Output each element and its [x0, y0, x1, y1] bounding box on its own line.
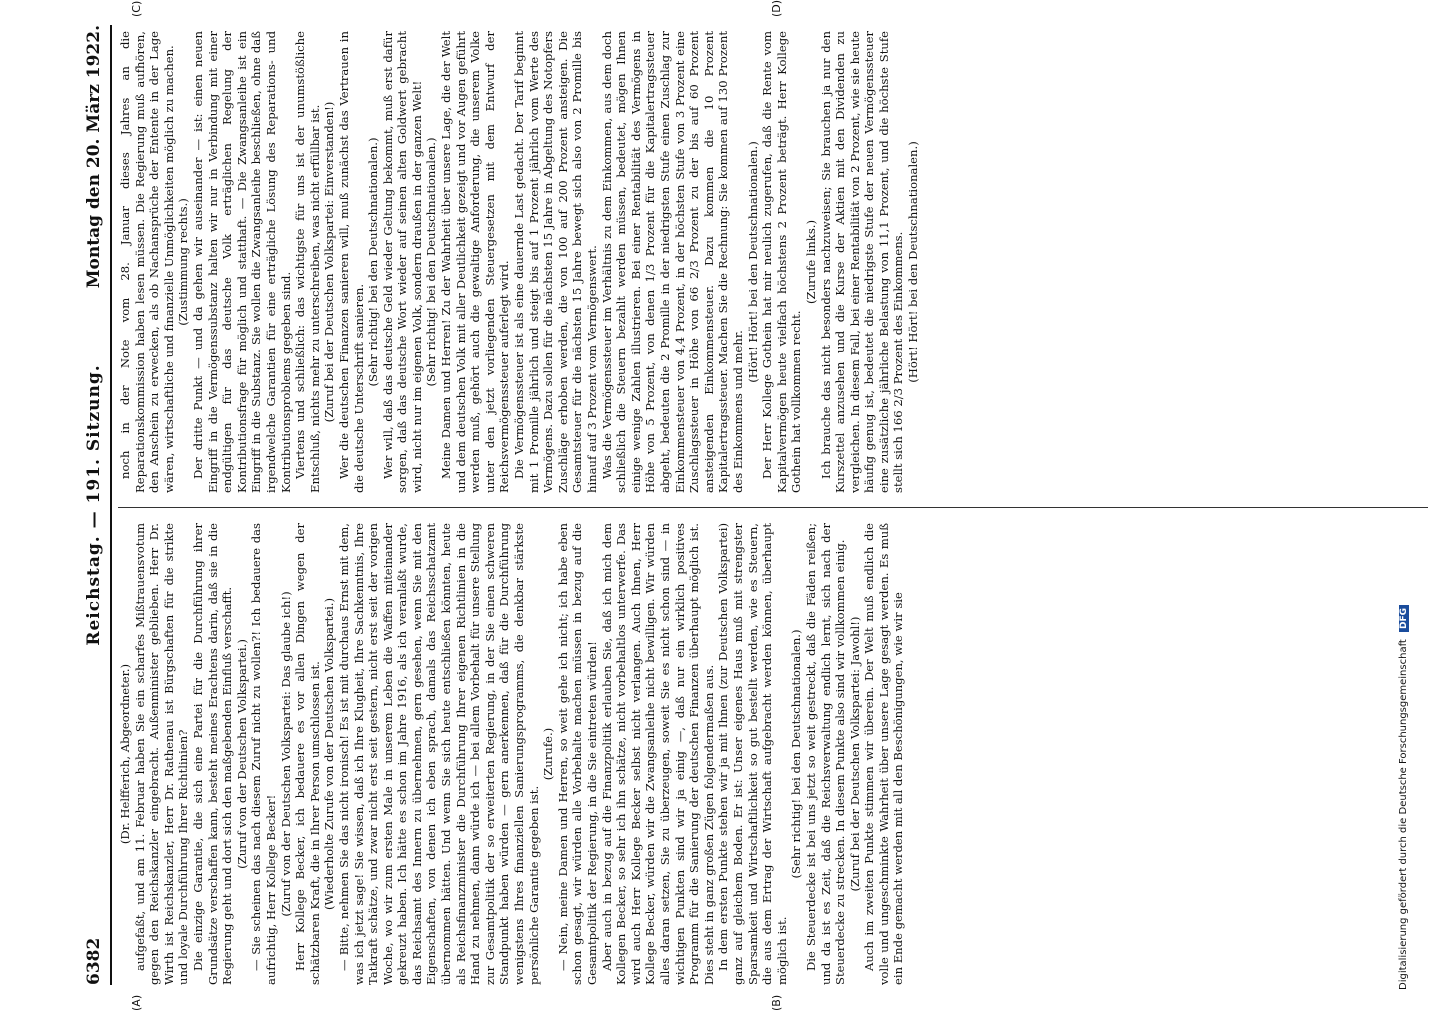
paragraph: Die einzige Garantie, die sich eine Partei für die Durchführung ihrer Grundsätze verschaffen kann, besteht meines Erachtens darin, daß sie in die Regierung geht und dort sich den maßgebenden Einfluß verschafft.: [190, 523, 235, 985]
page-title: Reichstag. — 191. Sitzung.: [84, 364, 104, 646]
paragraph: Der dritte Punkt — und da gehen wir auseinander — ist: einen neuen Eingriff in die Vermögenssubstanz halten wir nur in Verbindung mit einer endgültigen für das deutsche Volk erträglichen Regelung der Kontributionsfrage für möglich und statthaft. — Die Zwangsanleihe ist ein Eingriff in die Substanz. Sie wollen die Zwangsanleihe beschließen, ohne daß irgendwelche Garantien für eine erträgliche Lösung des Reparations- und Kontributionsproblems gegeben sind.: [190, 31, 293, 493]
paragraph: (Zurufe.): [541, 727, 556, 781]
paragraph: Was die Vermögenssteuer im Verhältnis zu dem Einkommen, aus dem doch schließlich die Steuern bezahlt werden müssen, bedeutet, mögen Ihnen einige wenige Zahlen illustrieren. Bei einer Rentabilität des Vermögens in Höhe von 5 Prozent, von denen 1/3 Prozent für die Kapitalertragssteuer abgeht, bedeuten die 2 Promille in der niedrigsten Stufe einen Zuschlag zur Einkommensteuer von 4,4 Prozent, in der höchsten Stufe von 3 Prozent eine Zuschlagssteuer in Höhe von 66 2/3 Prozent zu der bis auf 60 Prozent ansteigenden Einkommensteuer. Dazu kommen die 10 Prozent Kapitalertragssteuer. Machen Sie die Rechnung: Sie kommen auf 130 Prozent des Einkommens und mehr.: [599, 31, 745, 493]
digitization-sidenote: [1388, 10, 1428, 990]
dfg-logo: DFG: [1399, 605, 1409, 632]
paragraph: aufgefaßt, und am 11. Februar haben Sie ein scharfes Mißtrauensvotum gegen den Reichskanzler eingebracht. Außenminister geblieben. Herr Dr. Wirth ist Reichskanzler, Herr Dr. Rathenau ist Bürgschaften für die strikte und loyale Durchführung Ihrer Richtlinien?: [132, 523, 191, 985]
paragraph: (Dr. Helfferich, Abgeordneter.): [118, 663, 132, 845]
margin-mark-a: (A): [130, 994, 143, 1011]
margin-mark-c: (C): [130, 0, 143, 17]
paragraph: (Zuruf bei der Deutschen Volkspartei: Einverstanden!): [322, 101, 337, 423]
paragraph: Auch im zweiten Punkte stimmen wir überein. Der Welt muß endlich die volle und ungeschminkte Wahrheit über unsere Lage gesagt werden. Es muß ein Ende gemacht werden mit all den Beschönigungen, wie wir sie: [862, 523, 906, 985]
paragraph: (Zuruf von der Deutschen Volkspartei: Das glaube ich!): [278, 591, 293, 917]
left-column: [118, 523, 1428, 985]
paragraph: — Nein, meine Damen und Herren, so weit gehe ich nicht; ich habe eben schon gesagt, wir würden alle Vorbehalte machen müssen in bezug auf die Gesamtpolitik der Regierung, in die Sie eintreten würden!: [555, 523, 599, 985]
paragraph: (Wiederholte Zurufe von der Deutschen Volkspartei.): [322, 597, 337, 911]
header-rule: [110, 25, 112, 985]
page-date: Montag den 20. März 1922.: [84, 25, 104, 289]
paragraph: Wer will, daß das deutsche Geld wieder Geltung bekommt, muß erst dafür sorgen, daß das deutsche Wort wieder auf seinen alten Goldwert gebracht wird, nicht nur im eigenen Volk, sondern draußen in der ganzen Welt!: [380, 31, 424, 493]
margin-mark-d: (D): [770, 0, 783, 17]
margin-mark-b: (B): [770, 994, 783, 1011]
paragraph: (Hört! Hört! bei den Deutschnationalen.): [906, 141, 921, 383]
paragraph: (Sehr richtig! bei den Deutschnationalen.): [366, 137, 381, 387]
page-header: [70, 25, 110, 985]
paragraph: noch in der Note vom 28. Januar dieses Jahres an die Reparationskommission haben lesen müssen. Die Regierung muß aufhören, den Anschein zu erwecken, als ob Nachansprüche der Entente in der Lage wären, wirtschaftliche und finanzielle Unmöglichkeiten möglich zu machen.: [118, 31, 176, 493]
page-number: 6382: [84, 937, 104, 985]
paragraph: In dem ersten Punkte stehen wir ja mit Ihnen (zur Deutschen Volkspartei) ganz auf gleichem Boden. Er ist: Unser eigenes Haus muß mit strengster Sparsamkeit und Wirtschaftlichkeit so gut bestellt werden, wie es Steuern, die aus dem Ertrag der Wirtschaft aufgebracht werden können, überhaupt möglich ist.: [716, 523, 789, 985]
paragraph: — Sie scheinen das nach diesem Zuruf nicht zu wollen?! Ich bedauere das aufrichtig, Herr Kollege Becker!: [249, 523, 278, 985]
paragraph: Herr Kollege Becker, ich bedauere es vor allen Dingen wegen der schätzbaren Kraft, die in Ihrer Person umschlossen ist.: [293, 523, 322, 985]
column-divider: [118, 507, 1428, 508]
document-page: [70, 0, 1434, 1011]
paragraph: Ich brauche das nicht besonders nachzuweisen; Sie brauchen ja nur den Kurszettel anzusehen und die Kurse der Aktien mit den Dividenden zu vergleichen. In diesem Fall, bei einer Rentabilität von 2 Prozent, wie sie heute häufig genug ist, bedeutet die niedrigste Stufe der neuen Vermögenssteuer eine zusätzliche jährliche Belastung von 11,1 Prozent, und die höchste Stufe stellt sich 166 2/3 Prozent des Einkommens.: [818, 31, 906, 493]
paragraph: — Bitte, nehmen Sie das nicht ironisch! Es ist mit durchaus Ernst mit dem, was ich jetzt sage! Sie wissen, daß ich Ihre Klugheit, Ihre Sachkenntnis, Ihre Tatkraft schätze, und zwar nicht erst seit gestern, nicht erst seit der vorigen Woche, wo wir zum ersten Male in unserem Leben die Waffen miteinander gekreuzt haben. Ich hätte es schon im Jahre 1916, als ich veranlaßt wurde, das Reichsamt des Innern zu übernehmen, gern gesehen, wenn Sie mit den Eigenschaften, von denen ich eben sprach, damals das Reichsschatzamt übernommen hätten. Und wenn Sie sich heute entschließen könnten, heute als Reichsfinanzminister die Durchführung Ihrer eigenen Richtlinien in die Hand zu nehmen, dann würde ich — bei allem Vorbehalt für unsere Stellung zur Gesamtpolitik der so erweiterten Regierung, in der Sie einen schweren Standpunkt haben würden — gern anerkennen, daß für die Durchführung wenigstens Ihres finanziellen Sanierungsprogramms, die denkbar stärkste persönliche Garantie gegeben ist.: [336, 523, 541, 985]
paragraph: (Sehr richtig! bei den Deutschnationalen.): [789, 629, 804, 879]
paragraph: (Hört! Hört! bei den Deutschnationalen.): [745, 141, 760, 383]
paragraph: (Zustimmung rechts.): [176, 198, 191, 326]
paragraph: Meine Damen und Herren! Zu der Wahrheit über unsere Lage, die der Welt und dem deutschen Volk mit aller Deutlichkeit gezeigt und vor Augen geführt werden muß, gehört auch die gewaltige Anforderung, die unserem Volke unter den jetzt vorliegenden Steuergesetzen mit dem Entwurf der Reichsvermögenssteuer auferlegt wird.: [439, 31, 512, 493]
paragraph: (Sehr richtig! bei den Deutschnationalen.): [424, 137, 439, 387]
paragraph: Die Steuerdecke ist bei uns jetzt so weit gestreckt, daß die Fäden reißen; und da ist es Zeit, daß die Reichsverwaltung endlich lernt, sich nach der Steuerdecke zu strecken. In diesem Punkte also sind wir vollkommen einig.: [803, 523, 848, 985]
paragraph: Die Vermögenssteuer ist als eine dauernde Last gedacht. Der Tarif beginnt mit 1 Promille jährlich und steigt bis auf 1 Prozent jährlich vom Werte des Vermögens. Dazu sollen für die nächsten 15 Jahre in Abgeltung des Notopfers Zuschläge erhoben werden, die von 100 auf 200 Prozent ansteigen. Die Gesamtsteuer für die nächsten 15 Jahre bewegt sich also von 2 Promille bis hinauf auf 3 Prozent vom Vermögenswert.: [512, 31, 599, 493]
paragraph: (Zuruf von der Deutschen Volkspartei.): [234, 639, 249, 869]
paragraph: Aber auch in bezug auf die Finanzpolitik erlauben Sie, daß ich mich dem Kollegen Becker, so sehr ich ihn schätze, nicht vorbehaltlos unterwerfe. Das wird auch Herr Kollege Becker selbst nicht verlangen. Auch Ihnen, Herr Kollege Becker, würden wir die Zwangsanleihe nicht bewilligen. Wir würden alles daran setzen, Sie zu überzeugen, soweit Sie es nicht schon sind — in wichtigen Punkten sind wir ja einig —, daß nur ein wirklich positives Programm für die Sanierung der deutschen Finanzen überhaupt möglich ist. Dies steht in ganz großen Zügen folgendermaßen aus.: [599, 523, 716, 985]
paragraph: Viertens und schließlich: das wichtigste für uns ist der unumstößliche Entschluß, nichts mehr zu unterschreiben, was nicht erfüllbar ist.: [293, 31, 322, 493]
paragraph: (Zuruf bei der Deutschen Volkspartei: Jawohl!): [847, 616, 862, 892]
paragraph: Wer die deutschen Finanzen sanieren will, muß zunächst das Vertrauen in die deutsche Unterschrift sanieren.: [336, 31, 366, 493]
sidenote-text: Digitalisierung gefördert durch die Deutsche Forschungsgemeinschaft: [1398, 639, 1409, 990]
paragraph: Der Herr Kollege Gothein hat mir neulich zugerufen, daß die Rente vom Kapitalvermögen heute vielfach höchstens 2 Prozent beträgt. Herr Kollege Gothein hat vollkommen recht.: [760, 31, 804, 493]
paragraph: (Zurufe links.): [803, 220, 818, 304]
right-column: [118, 31, 1428, 493]
